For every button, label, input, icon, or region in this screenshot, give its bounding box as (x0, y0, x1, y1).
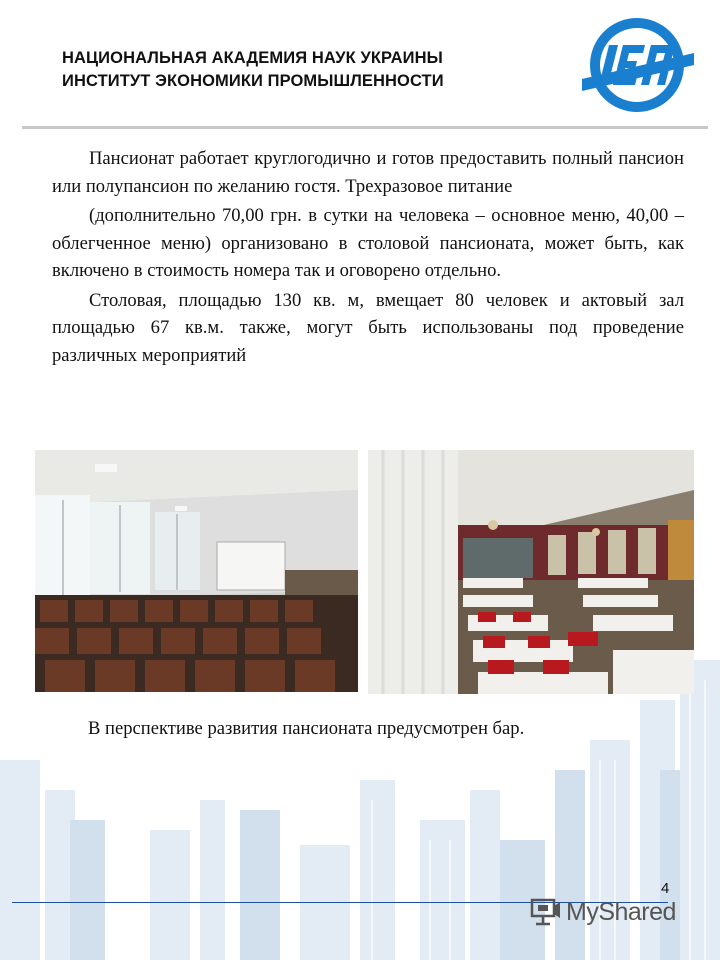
paragraph-1: Пансионат работает круглогодично и готов предоставить полный пансион или полупансион по желанию гостя. Трехразовое питание (52, 148, 684, 197)
header-divider (22, 126, 708, 129)
paragraph-2: (дополнительно 70,00 грн. в сутки на человека – основное меню, 40,00 – облегченное меню) организовано в столовой пансионата, может быть, как включено в стоимость номера так и оговорено отдельно. (52, 205, 684, 281)
assembly-hall-photo (35, 450, 358, 692)
presentation-board-icon (530, 896, 562, 928)
institution-header (62, 47, 444, 93)
academy-title: НАЦИОНАЛЬНАЯ АКАДЕМИЯ НАУК УКРАИНЫ (62, 49, 443, 67)
dining-hall-photo (368, 450, 694, 694)
institute-title: ИНСТИТУТ ЭКОНОМИКИ ПРОМЫШЛЕННОСТИ (62, 72, 444, 90)
myshared-watermark (530, 896, 676, 928)
paragraph-3: Столовая, площадью 130 кв. м, вмещает 80 человек и актовый зал площадью 67 кв.м. также, могут быть использованы под проведение различных мероприятий (52, 289, 684, 366)
closing-sentence: В перспективе развития пансионата предусмотрен бар. (88, 718, 525, 739)
page-number: 4 (661, 880, 670, 897)
iep-logo-icon (578, 17, 696, 114)
body-text (52, 145, 684, 371)
watermark-text: MyShared (566, 897, 676, 926)
